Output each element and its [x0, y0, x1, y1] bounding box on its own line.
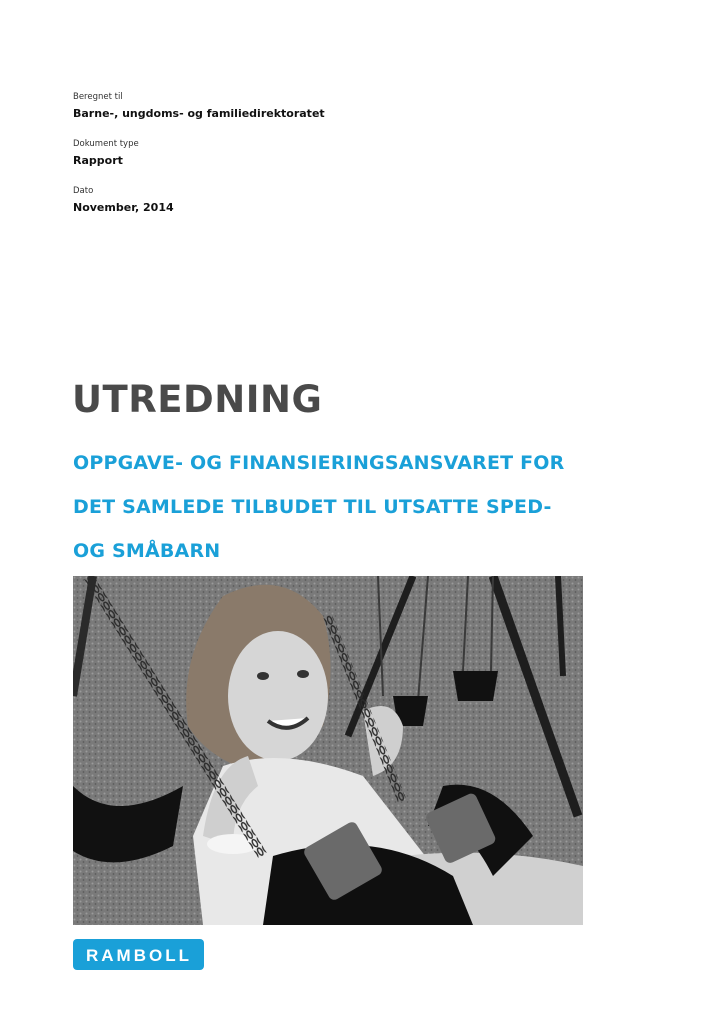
report-subtitle: [73, 441, 633, 573]
ramboll-logo: [73, 939, 204, 970]
date-label: Dato: [73, 186, 94, 196]
recipient-value: Barne-, ungdoms- og familiedirektoratet: [73, 107, 325, 120]
document-type-label: Dokument type: [73, 139, 139, 149]
ramboll-wordmark: [83, 946, 195, 964]
subtitle-line: OG SMÅBARN: [73, 540, 221, 562]
date-block: [73, 186, 174, 215]
svg-text:RAMBOLL: RAMBOLL: [85, 945, 192, 964]
recipient-label: Beregnet til: [73, 92, 123, 102]
report-title: UTREDNING: [72, 378, 323, 421]
document-type-value: Rapport: [73, 154, 123, 167]
document-type-block: [73, 139, 139, 168]
date-value: November, 2014: [73, 201, 174, 214]
cover-photo-child-on-swing: [73, 576, 583, 925]
subtitle-line: DET SAMLEDE TILBUDET TIL UTSATTE SPED-: [73, 496, 552, 518]
recipient-block: [73, 92, 325, 121]
subtitle-line: OPPGAVE- OG FINANSIERINGSANSVARET FOR: [73, 452, 565, 474]
